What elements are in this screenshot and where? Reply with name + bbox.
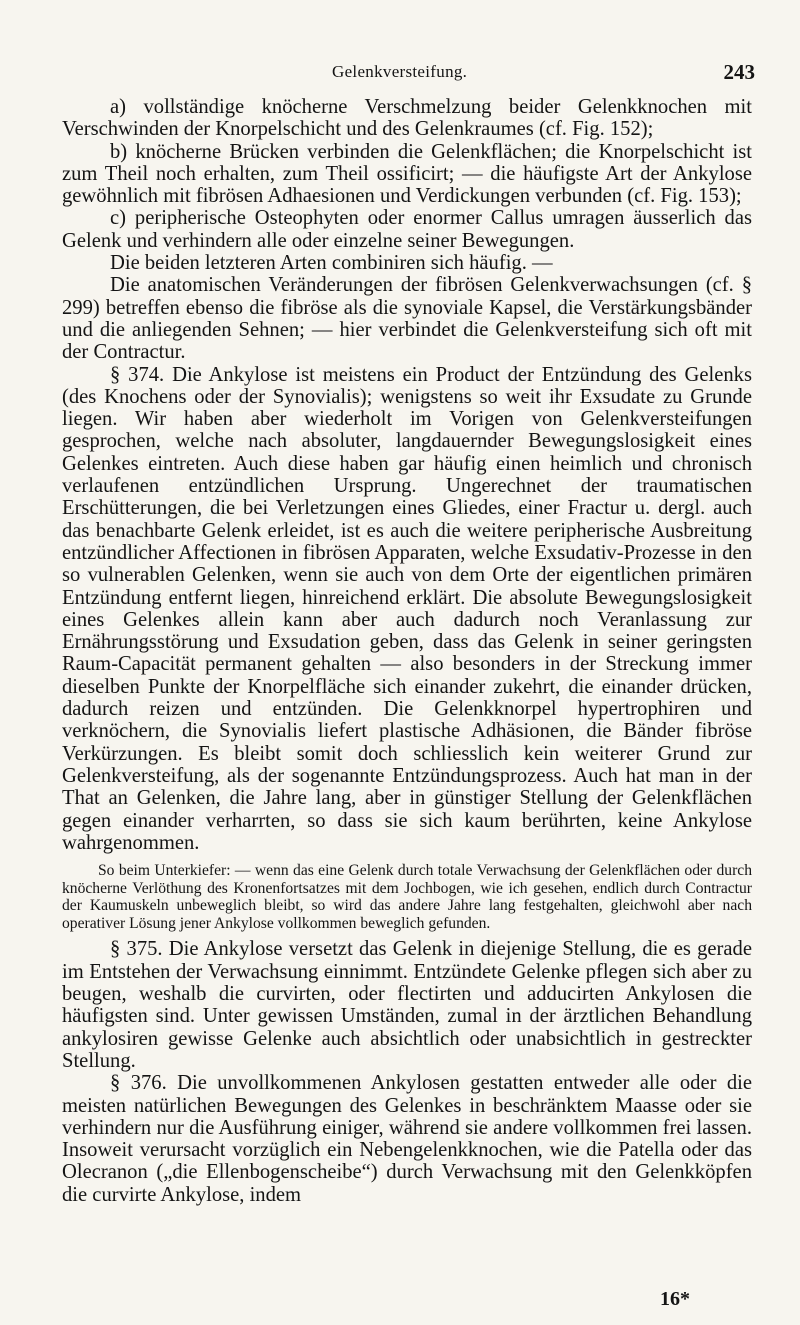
- paragraph-c: c) peripherische Osteophyten oder enormer Callus umragen äusserlich das Gelenk und verhindern alle oder einzelne seiner Bewegungen.: [62, 207, 752, 252]
- paragraph-a: a) vollständige knöcherne Verschmelzung beider Gelenkknochen mit Verschwinden der Knorpelschicht und des Gelenkraumes (cf. Fig. 152);: [62, 96, 752, 141]
- footnote-unterkiefer: So beim Unterkiefer: — wenn das eine Gelenk durch totale Verwachsung der Gelenkflächen oder durch knöcherne Verlöthung des Kronenfortsatzes mit dem Jochbogen, wie ich gesehen, endlich durch Contractur der Kaumuskeln unbeweglich bleibt, so wird das andere Jahre lang festgehalten, gleichwohl aber nach operativer Lösung jener Ankylose vollkommen beweglich gefunden.: [62, 862, 752, 932]
- paragraph-374: § 374. Die Ankylose ist meistens ein Product der Entzündung des Gelenks (des Knochens oder der Synovialis); wenigstens so weit ihr Exsudate zu Grunde liegen. Wir haben aber wiederholt im Vorigen von Gelenkversteifungen gesprochen, welche nach absoluter, langdauernder Bewegungslosigkeit eines Gelenkes eintreten. Auch diese haben gar häufig einen heimlich und chronisch verlaufenen entzündlichen Ursprung. Ungerechnet der traumatischen Erschütterungen, die bei Verletzungen eines Gliedes, einer Fractur u. dergl. auch das benachbarte Gelenk erleidet, ist es auch die weitere peripherische Ausbreitung entzündlicher Affectionen in fibrösen Apparaten, welche Exsudativ-Prozesse in den so vulnerablen Gelenken, wenn sie auch von dem Orte der eigentlichen primären Entzündung entfernt liegen, hinreichend erklärt. Die absolute Bewegungslosigkeit eines Gelenkes allein kann aber auch dadurch noch Veranlassung zur Ernährungsstörung und Exsudation geben, dass das Gelenk in seiner geringsten Raum-Capacität permanent gehalten — also besonders in der Streckung immer dieselben Punkte der Knorpelfläche sich einander zukehrt, die einander drücken, dadurch reizen und entzünden. Die Gelenkknorpel hypertrophiren und verknöchern, die Synovialis liefert plastische Adhäsionen, die Bänder fibröse Verkürzungen. Es bleibt somit doch schliesslich kein weiterer Grund zur Gelenkversteifung, als der sogenannte Entzündungsprozess. Auch hat man in der That an Gelenken, die Jahre lang, aber in günstiger Stellung der Gelenkflächen gegen einander verharrten, so dass sie sich kaum berührten, keine Ankylose wahrgenommen.: [62, 363, 752, 854]
- page-number: 243: [723, 60, 755, 84]
- paragraph-375: § 375. Die Ankylose versetzt das Gelenk in diejenige Stellung, die es gerade im Entstehen der Verwachsung einnimmt. Entzündete Gelenke pflegen sich aber zu beugen, weshalb die curvirten, oder flectirten und adducirten Ankylosen die häufigsten sind. Unter gewissen Umständen, zumal in der ärztlichen Behandlung ankylosiren gewisse Gelenke auch absichtlich oder unabsichtlich in gestreckter Stellung.: [62, 938, 752, 1072]
- page-body: [62, 96, 752, 1206]
- paragraph-anatomy: Die anatomischen Veränderungen der fibrösen Gelenkverwachsungen (cf. § 299) betreffen ebenso die fibröse als die synoviale Kapsel, die Verstärkungsbänder und die anliegenden Sehnen; — hier verbindet die Gelenkversteifung sich oft mit der Contractur.: [62, 274, 752, 364]
- page-header: [0, 60, 800, 90]
- paragraph-combination: Die beiden letzteren Arten combiniren sich häufig. —: [110, 252, 553, 275]
- running-title: Gelenkversteifung.: [332, 62, 468, 81]
- paragraph-b: b) knöcherne Brücken verbinden die Gelenkflächen; die Knorpelschicht ist zum Theil noch erhalten, zum Theil ossificirt; — die häufigste Art der Ankylose gewöhnlich mit fibrösen Adhaesionen und Verdickungen verbunden (cf. Fig. 153);: [62, 140, 752, 208]
- paragraph-376: § 376. Die unvollkommenen Ankylosen gestatten entweder alle oder die meisten natürlichen Bewegungen des Gelenkes in beschränktem Maasse oder sie verhindern nur die Ausführung einiger, während sie andere vollkommen frei lassen. Insoweit verursacht vorzüglich ein Nebengelenkknochen, wie die Patella oder das Olecranon („die Ellenbogenscheibe“) durch Verwachsung mit den Gelenkköpfen die curvirte Ankylose, indem: [62, 1072, 752, 1206]
- signature-mark: 16*: [660, 1288, 690, 1310]
